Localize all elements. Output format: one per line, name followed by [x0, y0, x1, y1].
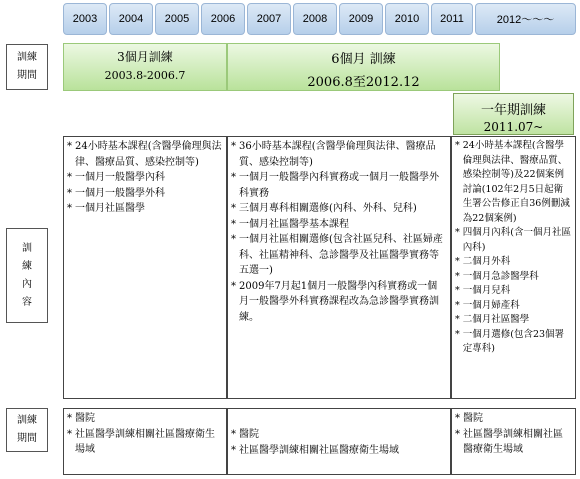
year-cell: 2010 — [385, 3, 429, 35]
period-title: 3個月訓練 — [117, 50, 173, 64]
list-item: * 一個月一般醫學內科 — [67, 172, 165, 183]
content-col-6-month — [227, 136, 451, 399]
label-char: 期 — [17, 433, 27, 444]
label-char: 練 — [27, 415, 37, 426]
period-range: 2011.07~ — [483, 120, 544, 134]
label-char: 練 — [27, 52, 37, 63]
period-range: 2006.8至2012.12 — [307, 75, 420, 90]
period-range: 2003.8-2006.7 — [104, 69, 186, 82]
year-cell: 2007 — [247, 3, 291, 35]
label-char: 訓 — [22, 242, 32, 254]
list-item: * 二個月外科 — [455, 256, 511, 267]
list-item: * 一個月婦產科 — [455, 299, 520, 311]
list-item: * 2009年7月起1個月一般醫學內科實務或一個月一般醫學外科實務課程改為急診醫學實務訓練。 — [231, 280, 439, 323]
list-item: * 24小時基本課程(含醫學倫理與法律、醫療品質、感染控制等) — [67, 141, 222, 168]
list-item: * 一個月兒科 — [455, 285, 511, 296]
list-item: * 一個月急診醫學科 — [455, 270, 539, 282]
list-item: * 社區醫學訓練相關社區醫療衛生場域 — [455, 428, 563, 455]
content-col-1-year — [451, 136, 576, 399]
year-cell: 2006 — [201, 3, 245, 35]
year-cell: 2005 — [155, 3, 199, 35]
venue-col-6-month — [227, 408, 451, 475]
label-char: 容 — [22, 296, 32, 308]
list-item: * 二個月社區醫學 — [455, 314, 530, 325]
period-title: 6個月 訓練 — [331, 52, 396, 67]
year-cell: 2004 — [109, 3, 153, 35]
row-label-content — [6, 228, 48, 323]
row-label-venue — [6, 408, 48, 452]
content-col-3-month — [63, 136, 227, 399]
list-item: * 一個月社區相關選修(包含社區兒科、社區婦產科、社區精神科、急診醫學及社區醫學實務等五選一) — [231, 234, 443, 276]
venue-col-3-month — [63, 408, 227, 475]
label-char: 間 — [27, 433, 37, 444]
list-item: * 醫院 — [231, 429, 259, 440]
period-title: 一年期訓練 — [480, 103, 546, 118]
list-item: * 36小時基本課程(含醫學倫理與法律、醫療品質、感染控制等) — [231, 141, 436, 168]
list-item: * 一個月一般醫學外科 — [67, 187, 165, 199]
list-item: * 一個月社區醫學 — [67, 203, 145, 214]
list-item: * 社區醫學訓練相關社區醫療衛生場域 — [67, 428, 215, 455]
year-header — [63, 3, 576, 35]
list-item: * 一個月一般醫學內科實務或一個月一般醫學外科實務 — [231, 172, 439, 199]
period-6-month — [227, 43, 500, 91]
year-cell: 2003 — [63, 3, 107, 35]
list-item: * 四個月內科(含一個月社區內科) — [455, 227, 571, 253]
list-item: * 社區醫學訓練相關社區醫療衛生場域 — [231, 444, 399, 456]
list-item: * 三個月專科相關選修(內科、外科、兒科) — [231, 203, 417, 214]
year-cell: 2009 — [339, 3, 383, 35]
label-char: 練 — [22, 260, 32, 272]
period-1-year — [453, 93, 574, 135]
list-item: * 一個月社區醫學基本課程 — [231, 218, 349, 230]
period-3-month — [63, 43, 227, 91]
list-item: * 一個月選修(包含23個署定專科) — [455, 328, 565, 354]
year-cell: 2012～～～ — [475, 3, 576, 35]
row-label-period — [6, 44, 48, 90]
list-item: * 24小時基本課程(含醫學倫理與法律、醫療品質、感染控制等)及22個案例討論(102年2月5日起衛生署公告修正自36例刪減為22個案例) — [455, 140, 570, 224]
list-item: * 醫院 — [67, 413, 95, 424]
year-cell: 2011 — [431, 3, 473, 35]
venue-col-1-year — [451, 408, 576, 475]
label-char: 內 — [22, 278, 32, 290]
year-cell: 2008 — [293, 3, 337, 35]
label-char: 期 — [17, 70, 27, 81]
label-char: 間 — [27, 70, 37, 81]
list-item: * 醫院 — [455, 413, 483, 424]
label-char: 訓 — [17, 52, 27, 63]
label-char: 訓 — [17, 415, 27, 426]
